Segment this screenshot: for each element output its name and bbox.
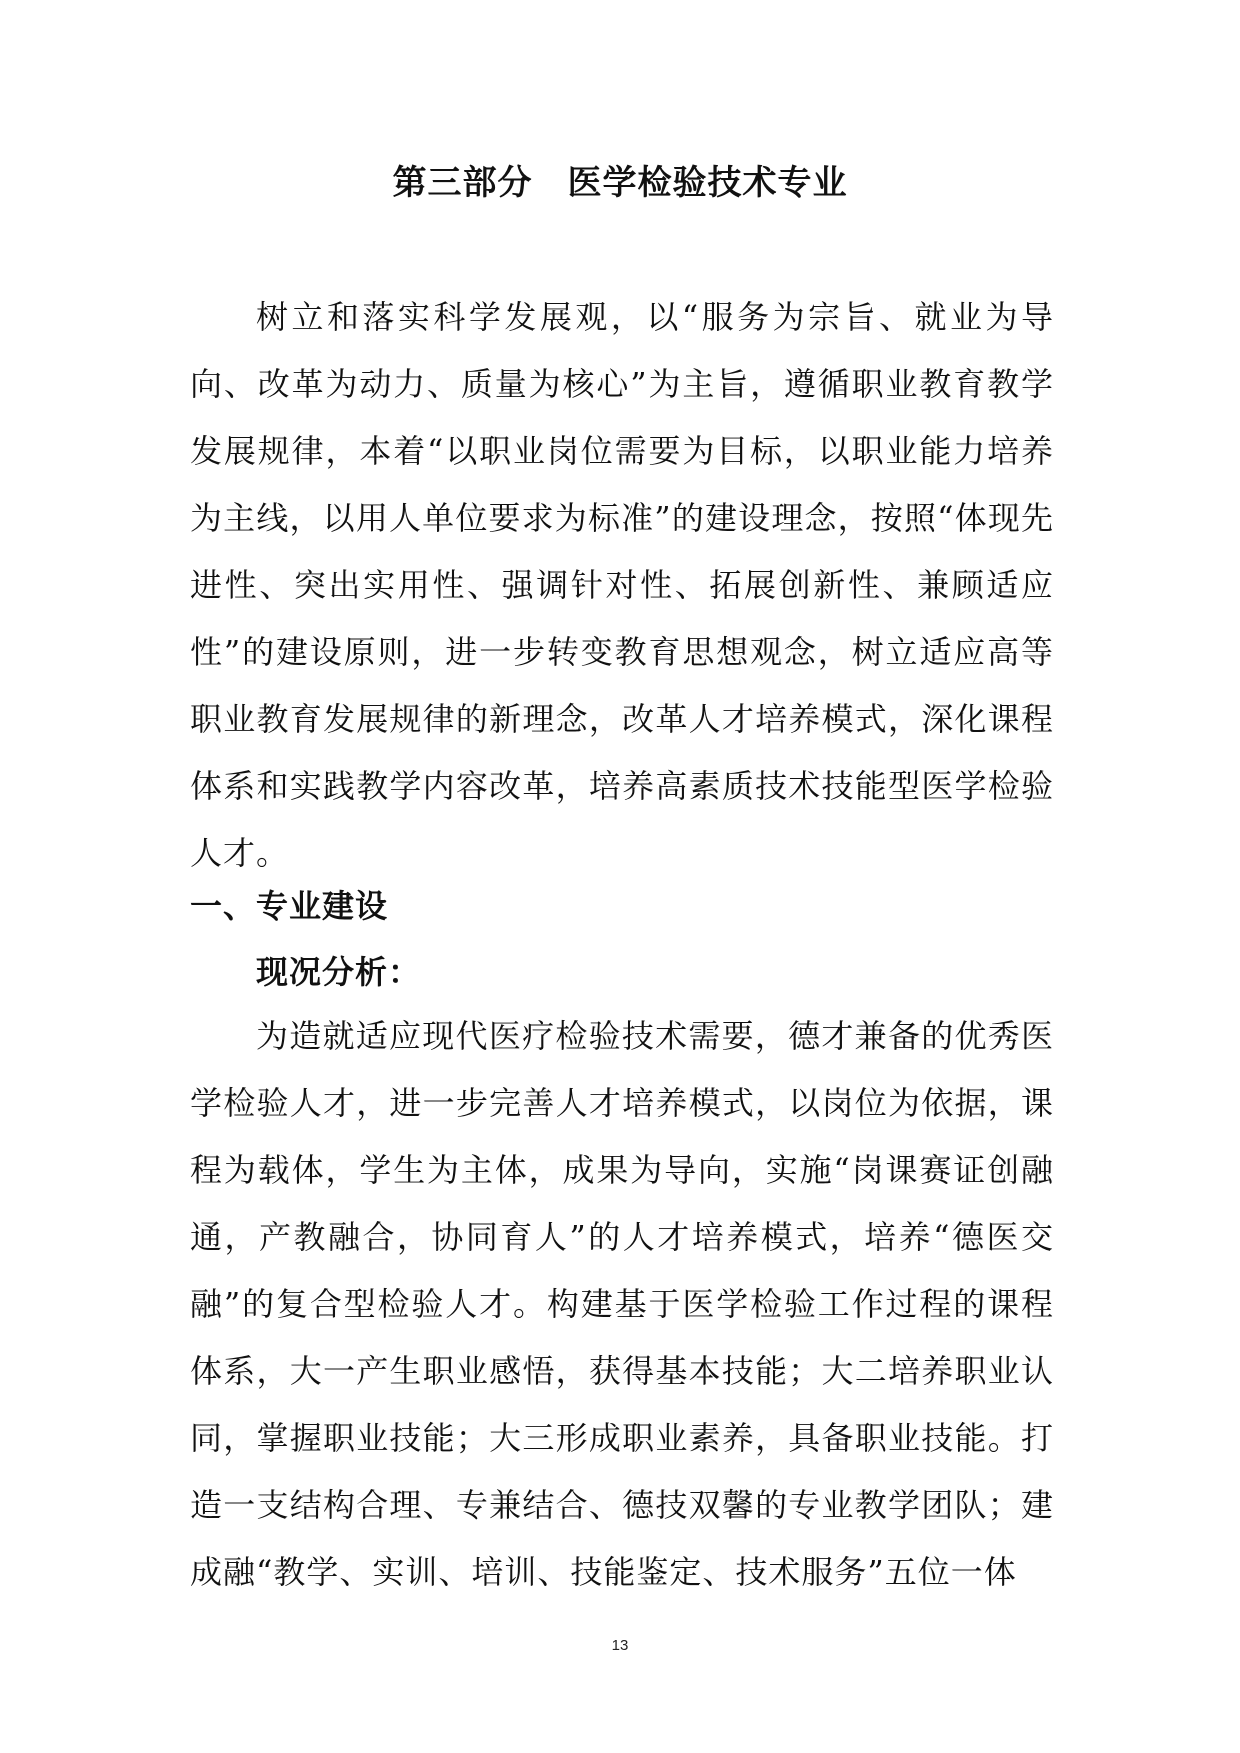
page-number: 13 bbox=[611, 1637, 629, 1654]
intro-paragraph: 树立和落实科学发展观，以“服务为宗旨、就业为导向、改革为动力、质量为核心”为主旨，遵循职业教育教学发展规律，本着“以职业岗位需要为目标，以职业能力培养为主线，以用人单位要求为标准”的建设理念，按照“体现先进性、突出实用性、强调针对性、拓展创新性、兼顾适应性”的建设原则，进一步转变教育思想观念，树立适应高等职业教育发展规律的新理念，改革人才培养模式，深化课程体系和实践教学内容改革，培养高素质技术技能型医学检验人才。 bbox=[190, 298, 1054, 872]
analysis-paragraph: 为造就适应现代医疗检验技术需要，德才兼备的优秀医学检验人才，进一步完善人才培养模式，以岗位为依据，课程为载体，学生为主体，成果为导向，实施“岗课赛证创融通，产教融合，协同育人”的人才培养模式，培养“德医交融”的复合型检验人才。构建基于医学检验工作过程的课程体系，大一产生职业感悟，获得基本技能；大二培养职业认同，掌握职业技能；大三形成职业素养，具备职业技能。打造一支结构合理、专兼结合、德技双馨的专业教学团队；建成融“教学、实训、培训、技能鉴定、技术服务”五位一体 bbox=[190, 1017, 1054, 1591]
page-title: 第三部分 医学检验技术专业 bbox=[392, 163, 848, 203]
subheading: 现况分析： bbox=[256, 953, 422, 991]
section-heading: 一、专业建设 bbox=[190, 887, 389, 925]
